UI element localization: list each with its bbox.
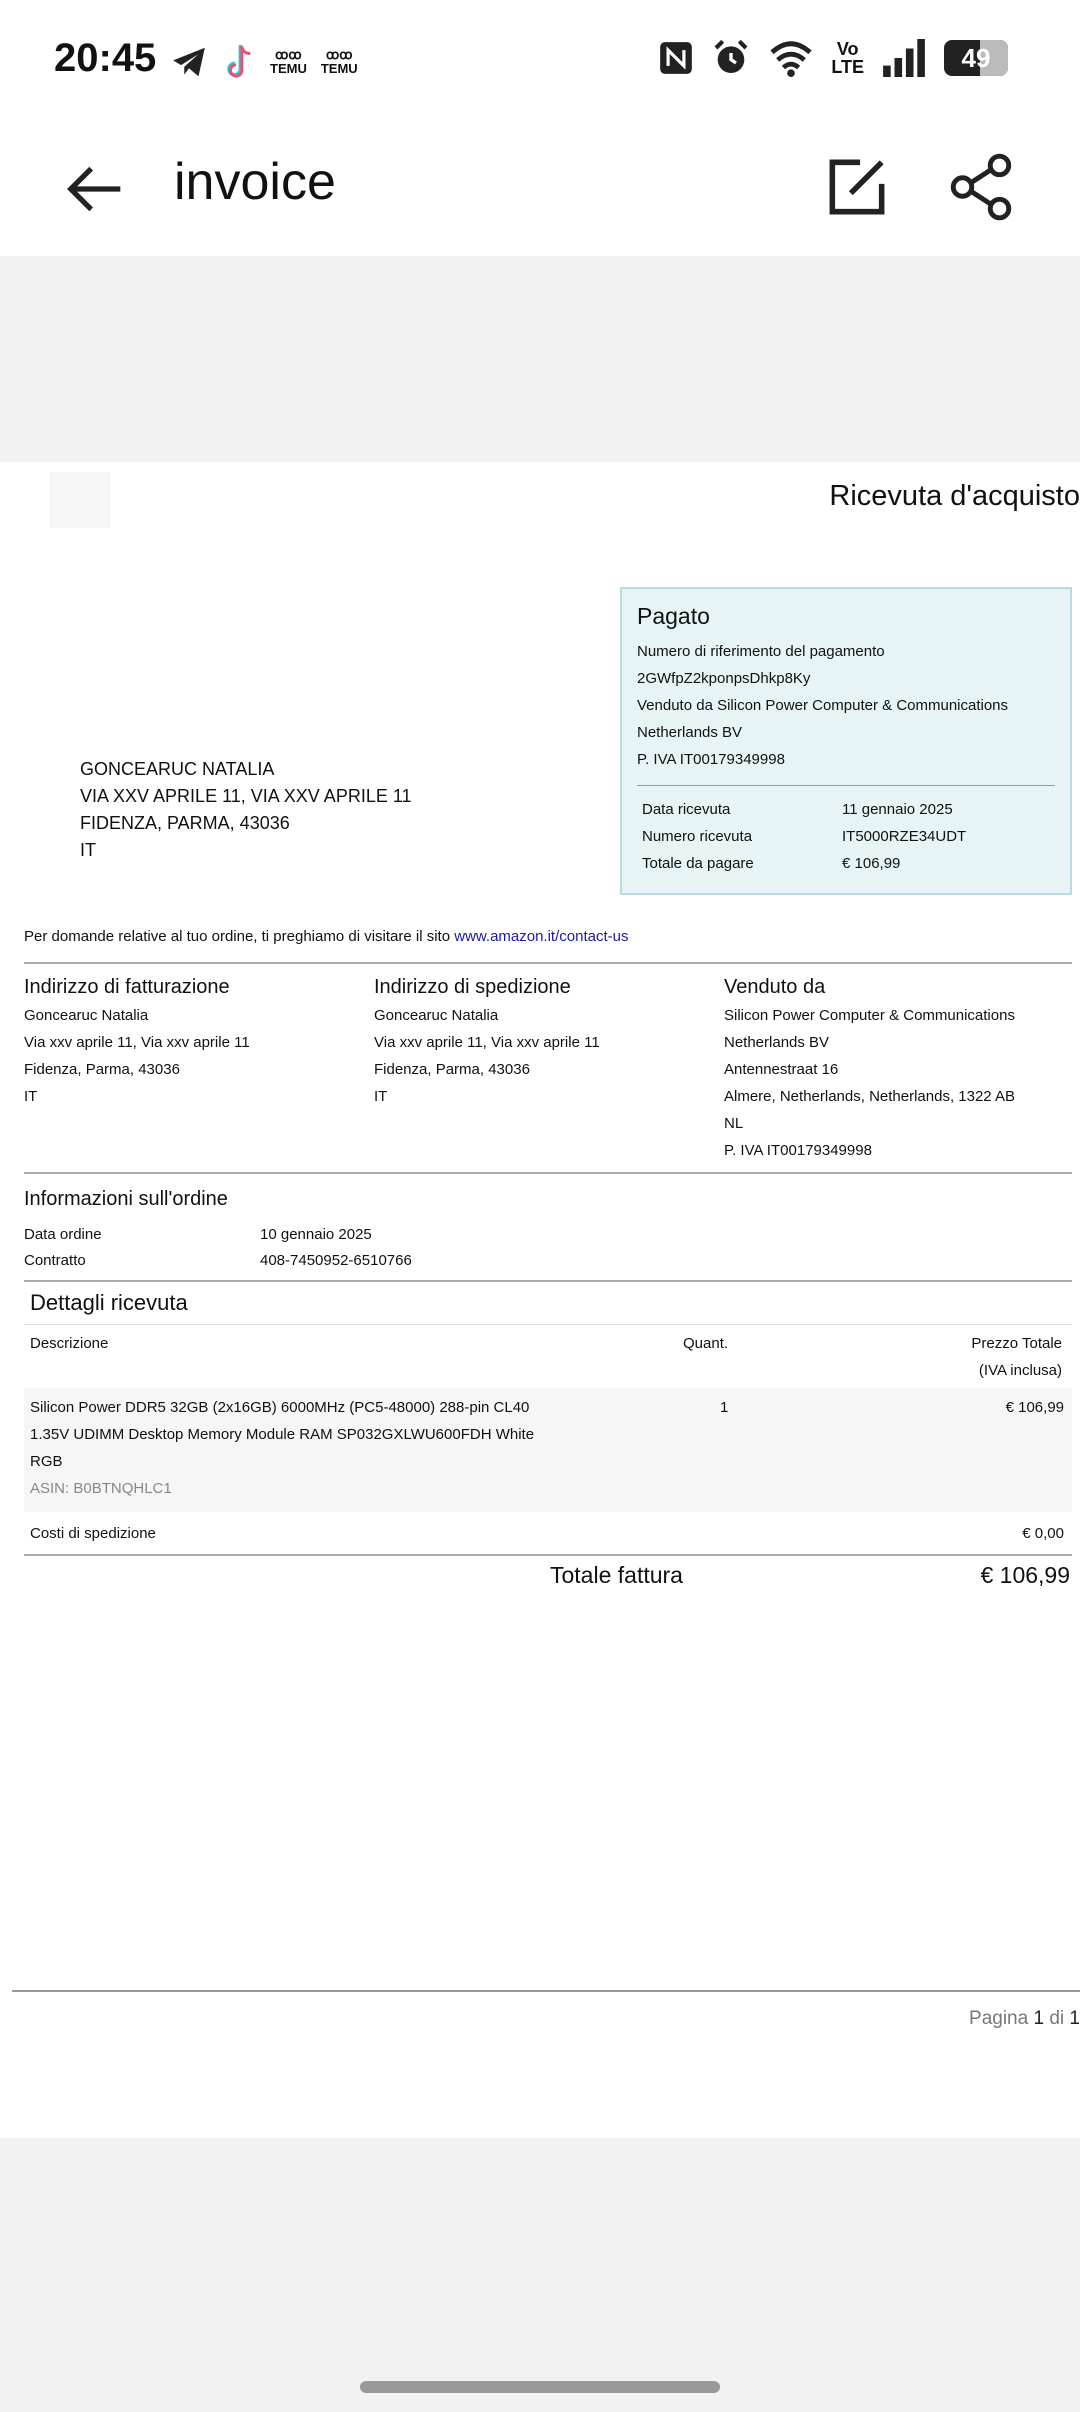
volte-icon: Vo LTE	[831, 39, 864, 77]
telegram-icon	[170, 43, 208, 81]
order-info-heading: Informazioni sull'ordine	[24, 1188, 228, 1210]
alarm-icon	[711, 38, 751, 78]
signal-icon	[880, 39, 928, 77]
divider	[637, 785, 1055, 786]
page-title: invoice	[174, 153, 336, 211]
app-bar	[0, 126, 1080, 256]
divider	[24, 1554, 1072, 1556]
billing-address: Indirizzo di fatturazione Goncearuc Natalia Via xxv aprile 11, Via xxv aprile 11 Fidenza, Parma, 43036 IT	[24, 976, 250, 1105]
paid-heading: Pagato	[637, 603, 710, 629]
temu-icon: ꝏꝏ TEMU	[320, 47, 358, 76]
details-heading: Dettagli ricevuta	[30, 1290, 188, 1315]
logo-placeholder	[50, 472, 110, 528]
temu-icon: ꝏꝏ TEMU	[270, 47, 307, 76]
divider	[24, 1280, 1072, 1282]
divider	[12, 1990, 1080, 1992]
nfc-icon	[657, 39, 695, 77]
page-number: Pagina 1 di 1	[969, 2008, 1080, 2029]
customer-address: GONCEARUC NATALIA VIA XXV APRILE 11, VIA XXV APRILE 11 FIDENZA, PARMA, 43036 IT	[80, 759, 412, 860]
divider	[24, 1172, 1072, 1174]
item-price: € 106,99	[1005, 1399, 1064, 1416]
status-bar	[0, 0, 1080, 126]
contact-note: Per domande relative al tuo ordine, ti preghiamo di visitare il sito www.amazon.it/contact-us	[24, 928, 629, 945]
seller-address: Venduto da Silicon Power Computer & Communications Netherlands BV Antennestraat 16 Almere, Netherlands, Netherlands, 1322 AB NL P. IVA IT00179349998	[724, 976, 1015, 1159]
total-label: Totale fattura	[550, 1562, 683, 1588]
item-description: Silicon Power DDR5 32GB (2x16GB) 6000MHz (PC5-48000) 288-pin CL40 1.35V UDIMM Desktop Memory Module RAM SP032GXLWU600FDH White RGB ASIN: B0BTNQHLC1	[30, 1399, 535, 1497]
divider	[24, 1324, 1072, 1325]
item-qty: 1	[720, 1399, 729, 1416]
shipping-address: Indirizzo di spedizione Goncearuc Natalia Via xxv aprile 11, Via xxv aprile 11 Fidenza, Parma, 43036 IT	[374, 976, 600, 1105]
receipt-title: Ricevuta d'acquisto	[829, 480, 1080, 512]
edit-icon[interactable]	[820, 150, 894, 224]
contact-link[interactable]: www.amazon.it/contact-us	[454, 928, 629, 945]
battery-icon: 49	[944, 40, 1008, 76]
tiktok-icon	[222, 42, 256, 82]
gesture-nav-bar[interactable]	[360, 2381, 720, 2393]
payment-summary-box: Pagato Numero di riferimento del pagamento 2GWfpZ2kponpsDhkp8Ky Venduto da Silicon Power Computer & Communications Netherlands BV P. IVA IT00179349998 Data ricevuta 11 gennaio 2025 Numero ricevuta IT5000RZE34UDT Totale da pagare € 106,99	[620, 587, 1072, 895]
invoice-page: Ricevuta d'acquisto Pagato Numero di riferimento del pagamento 2GWfpZ2kponpsDhkp8Ky Venduto da Silicon Power Computer & Communications Netherlands BV P. IVA IT00179349998 Data ricevuta 11 gennaio 2025 Numero ricevuta IT5000RZE34UDT Totale da pagare € 106,99 GONCEARUC NATALIA VIA XXV APRILE 11, VIA XXV APRILE 11 FIDENZA, PARMA, 43036 IT Per domande relative al tuo ordine, ti preghiamo di visitare il sito www.amazon.it/contact-us Indirizzo di fatturazione Goncearuc Natalia Via xxv aprile 11, Via xxv aprile 11 Fidenza, Parma, 43036 IT Indirizzo di spedizione Goncearuc Natalia Via xxv aprile 11, Via xxv aprile 11 Fidenza, Parma, 43036 IT Venduto da Silicon Power Computer & Communications Netherlands BV Antennestraat 16 Almere, Netherlands, Netherlands, 1322 AB NL P. IVA IT00179349998 Informazioni sull'ordine Data ordine 10 gennaio 2025 Contratto 408-7450952-6510766 Dettagli ricevuta Descrizione Quant. Prezzo Totale (IVA inclusa) Silicon Power DDR5 32GB (2x16GB) 6000MHz (PC5-48000) 288-pin CL40 1.35V UDIMM Desktop Memory Module RAM SP032GXLWU600FDH White RGB ASIN: B0BTNQHLC1 1 € 106,99 Costi di spedizione € 0,00 Totale fattura € 106,99 Pagina 1 di 1	[0, 462, 1080, 2138]
total-value: € 106,99	[980, 1562, 1070, 1588]
divider	[24, 962, 1072, 964]
share-icon[interactable]	[944, 150, 1018, 224]
back-arrow-icon[interactable]	[62, 154, 132, 224]
wifi-icon	[767, 39, 815, 77]
status-time: 20:45	[54, 36, 157, 80]
